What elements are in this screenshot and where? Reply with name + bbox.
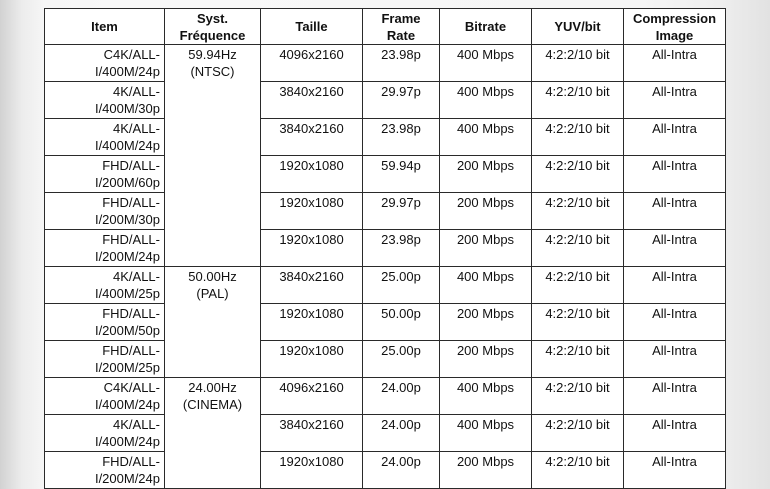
yuv-bit-cell: 4:2:2/10 bit: [532, 193, 624, 230]
table-row: [45, 267, 726, 304]
header-system-line-2: Fréquence: [179, 27, 246, 43]
bitrate-cell: 400 Mbps: [440, 415, 532, 452]
bitrate-cell: 400 Mbps: [440, 82, 532, 119]
system-standard: (CINEMA): [182, 397, 243, 412]
frame-rate-cell: 23.98p: [363, 45, 440, 82]
header-compression-line-2: Image: [655, 27, 694, 43]
bitrate-cell: 400 Mbps: [440, 267, 532, 304]
header-system-line-1: Syst.: [196, 10, 229, 26]
yuv-bit-cell: 4:2:2/10 bit: [532, 378, 624, 415]
table-row: [45, 341, 726, 378]
item-line-2: I/400M/24p: [94, 397, 160, 412]
yuv-bit-cell: 4:2:2/10 bit: [532, 45, 624, 82]
recording-format-table: [44, 8, 726, 489]
header-item: [45, 9, 165, 45]
yuv-bit-cell: 4:2:2/10 bit: [532, 304, 624, 341]
table-row: [45, 45, 726, 82]
frame-rate-cell: 24.00p: [363, 452, 440, 489]
system-frequency-value: 50.00Hz: [188, 269, 237, 284]
yuv-bit-cell: 4:2:2/10 bit: [532, 267, 624, 304]
frame-rate-cell: 50.00p: [363, 304, 440, 341]
header-item-label: Item: [91, 19, 118, 34]
system-frequency-cell: [165, 45, 261, 267]
item-line-2: I/400M/24p: [94, 64, 160, 79]
item-cell: [45, 341, 165, 378]
frame-rate-cell: 25.00p: [363, 341, 440, 378]
item-line-2: I/400M/24p: [94, 434, 160, 449]
item-line-2: I/400M/30p: [94, 101, 160, 116]
item-cell: [45, 82, 165, 119]
table-header: [45, 9, 726, 45]
table-row: [45, 82, 726, 119]
frame-rate-cell: 29.97p: [363, 193, 440, 230]
table-row: [45, 452, 726, 489]
header-row: [45, 9, 726, 45]
compression-cell: All-Intra: [624, 193, 726, 230]
yuv-bit-cell: 4:2:2/10 bit: [532, 415, 624, 452]
item-line-2: I/200M/60p: [94, 175, 160, 190]
table-row: [45, 415, 726, 452]
bitrate-cell: 200 Mbps: [440, 193, 532, 230]
bitrate-cell: 400 Mbps: [440, 45, 532, 82]
item-cell: [45, 45, 165, 82]
system-frequency-cell: [165, 378, 261, 489]
system-frequency-value: 59.94Hz: [188, 47, 237, 62]
bitrate-cell: 200 Mbps: [440, 341, 532, 378]
size-cell: 1920x1080: [261, 304, 363, 341]
header-size-label: Taille: [295, 19, 328, 34]
item-cell: [45, 378, 165, 415]
table-row: [45, 119, 726, 156]
size-cell: 3840x2160: [261, 267, 363, 304]
yuv-bit-cell: 4:2:2/10 bit: [532, 156, 624, 193]
item-line-2: I/400M/24p: [94, 138, 160, 153]
size-cell: 4096x2160: [261, 378, 363, 415]
item-line-2: I/200M/50p: [94, 323, 160, 338]
bitrate-cell: 400 Mbps: [440, 378, 532, 415]
size-cell: 3840x2160: [261, 119, 363, 156]
system-frequency-value: 24.00Hz: [188, 380, 237, 395]
yuv-bit-cell: 4:2:2/10 bit: [532, 341, 624, 378]
bitrate-cell: 200 Mbps: [440, 304, 532, 341]
item-cell: [45, 267, 165, 304]
yuv-bit-cell: 4:2:2/10 bit: [532, 82, 624, 119]
compression-cell: All-Intra: [624, 304, 726, 341]
item-line-1: FHD/ALL-: [102, 158, 160, 173]
item-cell: [45, 156, 165, 193]
frame-rate-cell: 24.00p: [363, 415, 440, 452]
compression-cell: All-Intra: [624, 341, 726, 378]
bitrate-cell: 200 Mbps: [440, 230, 532, 267]
item-cell: [45, 304, 165, 341]
item-line-2: I/200M/30p: [94, 212, 160, 227]
item-line-2: I/200M/25p: [94, 360, 160, 375]
frame-rate-cell: 24.00p: [363, 378, 440, 415]
size-cell: 1920x1080: [261, 230, 363, 267]
yuv-bit-cell: 4:2:2/10 bit: [532, 119, 624, 156]
size-cell: 3840x2160: [261, 82, 363, 119]
header-frame-rate-line-1: Frame: [381, 10, 421, 26]
header-system-frequency: [165, 9, 261, 45]
yuv-bit-cell: 4:2:2/10 bit: [532, 452, 624, 489]
frame-rate-cell: 29.97p: [363, 82, 440, 119]
size-cell: 1920x1080: [261, 341, 363, 378]
item-line-1: C4K/ALL-: [103, 380, 160, 395]
compression-cell: All-Intra: [624, 45, 726, 82]
frame-rate-cell: 23.98p: [363, 230, 440, 267]
item-line-2: I/200M/24p: [94, 249, 160, 264]
system-frequency-cell: [165, 267, 261, 378]
item-line-1: FHD/ALL-: [102, 306, 160, 321]
item-line-1: FHD/ALL-: [102, 454, 160, 469]
header-compression: [624, 9, 726, 45]
item-line-1: 4K/ALL-: [113, 84, 160, 99]
compression-cell: All-Intra: [624, 378, 726, 415]
item-cell: [45, 415, 165, 452]
frame-rate-cell: 59.94p: [363, 156, 440, 193]
item-line-1: 4K/ALL-: [113, 121, 160, 136]
frame-rate-cell: 23.98p: [363, 119, 440, 156]
header-frame-rate: [363, 9, 440, 45]
bitrate-cell: 200 Mbps: [440, 452, 532, 489]
item-line-2: I/400M/25p: [94, 286, 160, 301]
compression-cell: All-Intra: [624, 452, 726, 489]
table-row: [45, 378, 726, 415]
header-frame-rate-line-2: Rate: [386, 27, 416, 43]
header-size: [261, 9, 363, 45]
compression-cell: All-Intra: [624, 230, 726, 267]
item-cell: [45, 230, 165, 267]
header-yuv-bit: [532, 9, 624, 45]
header-yuv-label: YUV/bit: [554, 19, 601, 34]
item-line-1: FHD/ALL-: [102, 195, 160, 210]
table-row: [45, 230, 726, 267]
item-cell: [45, 193, 165, 230]
header-bitrate: [440, 9, 532, 45]
bitrate-cell: 200 Mbps: [440, 156, 532, 193]
item-line-1: 4K/ALL-: [113, 269, 160, 284]
compression-cell: All-Intra: [624, 82, 726, 119]
compression-cell: All-Intra: [624, 267, 726, 304]
header-compression-line-1: Compression: [632, 10, 717, 26]
size-cell: 3840x2160: [261, 415, 363, 452]
item-cell: [45, 119, 165, 156]
header-bitrate-label: Bitrate: [464, 19, 507, 34]
compression-cell: All-Intra: [624, 415, 726, 452]
size-cell: 4096x2160: [261, 45, 363, 82]
item-line-1: FHD/ALL-: [102, 232, 160, 247]
compression-cell: All-Intra: [624, 156, 726, 193]
item-line-1: C4K/ALL-: [103, 47, 160, 62]
item-line-1: FHD/ALL-: [102, 343, 160, 358]
frame-rate-cell: 25.00p: [363, 267, 440, 304]
table-body: [45, 45, 726, 489]
item-line-2: I/200M/24p: [94, 471, 160, 486]
table-row: [45, 304, 726, 341]
size-cell: 1920x1080: [261, 193, 363, 230]
table-row: [45, 193, 726, 230]
size-cell: 1920x1080: [261, 156, 363, 193]
compression-cell: All-Intra: [624, 119, 726, 156]
system-standard: (NTSC): [190, 64, 235, 79]
item-cell: [45, 452, 165, 489]
yuv-bit-cell: 4:2:2/10 bit: [532, 230, 624, 267]
item-line-1: 4K/ALL-: [113, 417, 160, 432]
table-row: [45, 156, 726, 193]
bitrate-cell: 400 Mbps: [440, 119, 532, 156]
system-standard: (PAL): [196, 286, 229, 301]
size-cell: 1920x1080: [261, 452, 363, 489]
